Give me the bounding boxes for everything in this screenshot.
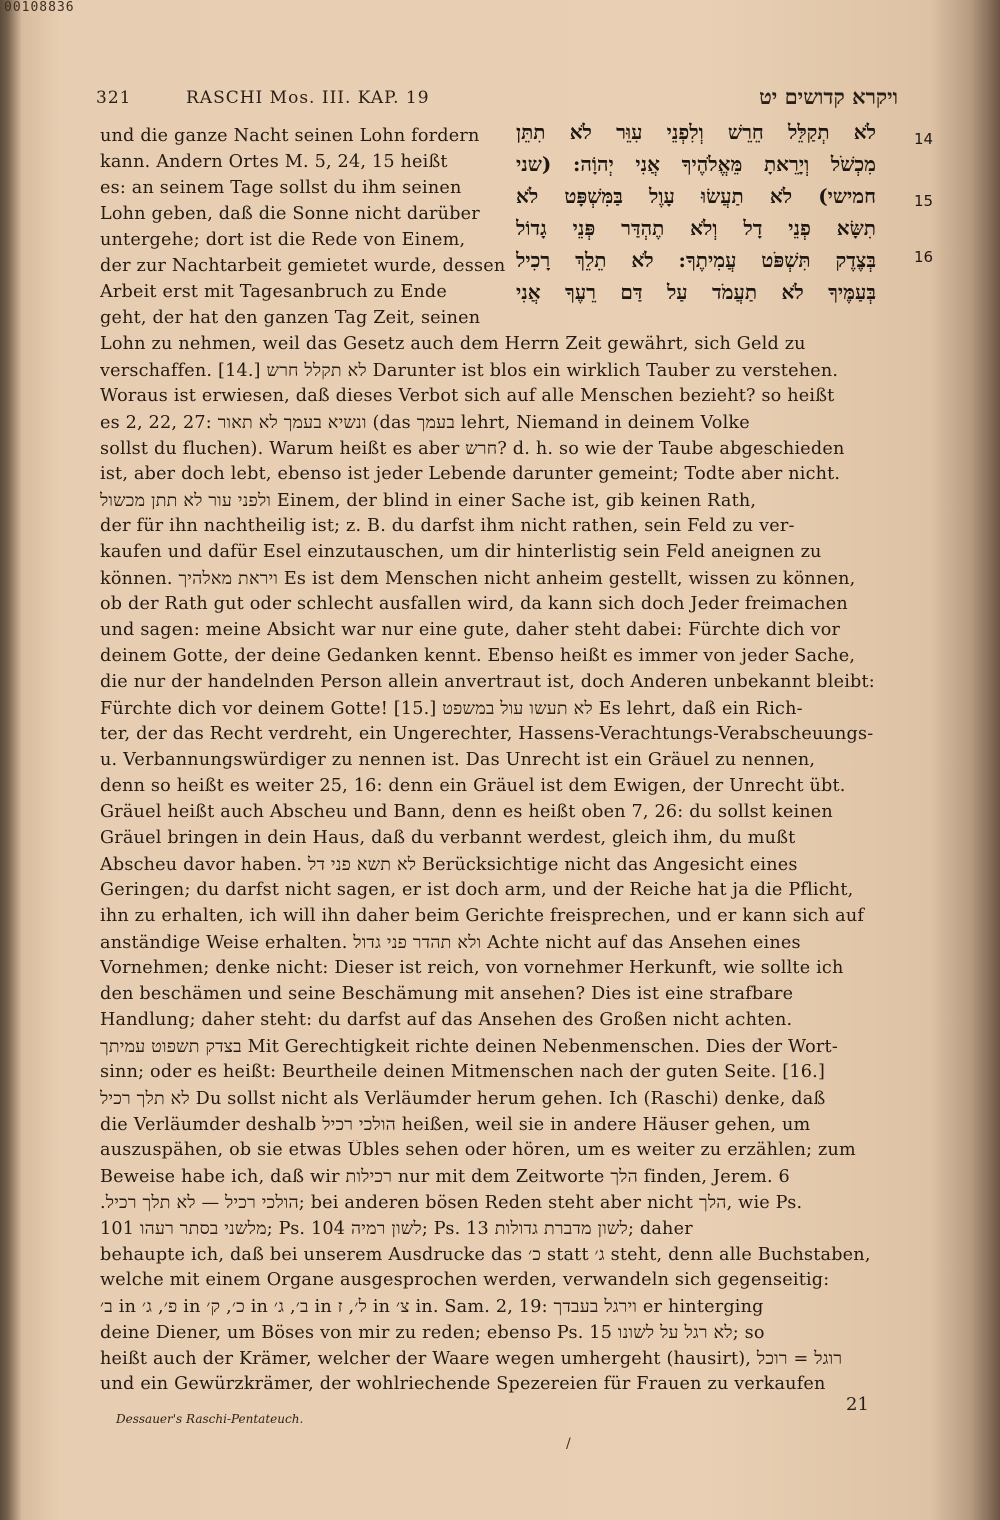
commentary-line: heißt auch der Krämer, welcher der Waare wegen umhergeht (hausirt), רוגל = רוכל <box>100 1349 843 1369</box>
commentary-line: לא תלך רכיל Du sollst nicht als Verläumder herum gehen. Ich (Raschi) denke, daß <box>100 1089 826 1109</box>
commentary-line: können. ויראת מאלהיך Es ist dem Menschen nicht anheim gestellt, wissen zu können, <box>100 569 856 589</box>
commentary-line: der zur Nachtarbeit gemietet wurde, dessen <box>100 256 506 276</box>
commentary-line: u. Verbannungswürdiger zu nennen ist. Das Unrecht ist ein Gräuel zu nennen, <box>100 750 816 770</box>
hebrew-running-title: ויקרא קדושים יט <box>759 84 898 109</box>
commentary-line: geht, der hat den ganzen Tag Zeit, seinen <box>100 308 481 328</box>
verse-number: 14 <box>914 130 934 148</box>
commentary-line: ולפני עור לא תתן מכשול Einem, der blind in einer Sache ist, gib keinen Rath, <box>100 491 757 511</box>
hebrew-line: חמישי) לֹא תַעֲשׂוּ עָוֶל בַּמִּשְׁפָּט לֹא <box>516 184 876 208</box>
commentary-line: Handlung; daher steht: du darfst auf das Ansehen des Großen nicht achten. <box>100 1010 793 1030</box>
commentary-line: verschaffen. [14.] לא תקלל חרש Darunter ist blos ein wirklich Tauber zu verstehen. <box>100 361 839 381</box>
running-title: RASCHI Mos. III. KAP. 19 <box>186 88 430 108</box>
commentary-line: auszuspähen, ob sie etwas Übles sehen oder hören, um es weiter zu erzählen; zum <box>100 1140 856 1160</box>
commentary-line: den beschämen und seine Beschämung mit ansehen? Dies ist eine strafbare <box>100 984 794 1004</box>
commentary-line: kann. Andern Ortes M. 5, 24, 15 heißt <box>100 152 448 172</box>
stray-mark: / <box>566 1436 571 1452</box>
commentary-line: Lohn zu nehmen, weil das Gesetz auch dem Herrn Zeit gewährt, sich Geld zu <box>100 334 806 354</box>
commentary-line: es: an seinem Tage sollst du ihm seinen <box>100 178 462 198</box>
signature-number: 21 <box>846 1394 869 1415</box>
commentary-line: Arbeit erst mit Tagesanbruch zu Ende <box>100 282 447 302</box>
commentary-line: sollst du fluchen). Warum heißt es aber חרש? d. h. so wie der Taube abgeschieden <box>100 439 845 459</box>
commentary-line: welche mit einem Organe ausgesprochen werden, verwandeln sich gegenseitig: <box>100 1270 830 1290</box>
commentary-line: ihn zu erhalten, ich will ihn daher beim Gerichte freisprechen, und er kann sich auf <box>100 906 865 926</box>
commentary-line: Vornehmen; denke nicht: Dieser ist reich, von vornehmer Herkunft, wie sollte ich <box>100 958 844 978</box>
scan-identifier: 00108836 <box>4 0 75 15</box>
commentary-line: בצדק תשפוט עמיתך Mit Gerechtigkeit richte deinen Nebenmenschen. Dies der Wort- <box>100 1037 838 1057</box>
hebrew-line: תִשָּׂא פְנֵי דָל וְלֹא תֶהְדַּר פְּנֵי גָדוֹל <box>516 216 876 240</box>
verse-number: 16 <box>914 248 934 266</box>
commentary-line: Woraus ist erwiesen, daß dieses Verbot sich auf alle Menschen bezieht? so heißt <box>100 386 835 406</box>
commentary-line: .הולכי רכיל — לא תלך רכיל; bei anderen bösen Reden steht aber nicht הלך, wie Ps. <box>100 1193 803 1213</box>
running-head <box>96 84 918 114</box>
commentary-line: die Verläumder deshalb הולכי רכיל heißen, weil sie in andere Häuser gehen, um <box>100 1115 811 1135</box>
printer-signature: Dessauer's Raschi-Pentateuch. <box>116 1412 304 1426</box>
commentary-line: 101 מלשני בסתר רעהו; Ps. 104 לשון רמיה; Ps. 13 לשון מדברת גדולות; daher <box>100 1219 693 1239</box>
commentary-line: und ein Gewürzkrämer, der wohlriechende Spezereien für Frauen zu verkaufen <box>100 1374 826 1394</box>
commentary-line: ter, der das Recht verdreht, ein Ungerechter, Hassens-Verachtungs-Verabscheuungs- <box>100 724 874 744</box>
commentary-line: behaupte ich, daß bei unserem Ausdrucke das כ׳ statt ג׳ steht, denn alle Buchstaben, <box>100 1245 871 1265</box>
commentary-line: es 2, 22, 27: ונשיא בעמך לא תאור (das בעמך lehrt, Niemand in deinem Volke <box>100 413 750 433</box>
page-number: 321 <box>96 88 132 108</box>
commentary-line: und die ganze Nacht seinen Lohn fordern <box>100 126 480 146</box>
commentary-line: Fürchte dich vor deinem Gotte! [15.] לא תעשו עול במשפט Es lehrt, daß ein Rich- <box>100 699 803 719</box>
commentary-line: sinn; oder es heißt: Beurtheile deinen Mitmenschen nach der guten Seite. [16.] <box>100 1062 826 1082</box>
commentary-line: ב׳ in פ׳, ג׳ in כ׳, ק׳ in ב׳, ג׳ in ל׳, ז in צ׳ in. Sam. 2, 19: וירגל בעבדך er hinterging <box>100 1297 764 1317</box>
hebrew-line: לֹא תְקַלֵּל חֵרֵשׁ וְלִפְנֵי עִוֵּר לֹא תִתֵּן <box>516 120 876 144</box>
verse-number: 15 <box>914 192 934 210</box>
hebrew-line: בְּצֶדֶק תִּשְׁפֹּט עֲמִיתֶךָ: לֹא תֵלֵךְ רָכִיל <box>516 248 876 272</box>
commentary-line: die nur der handelnden Person allein anvertraut ist, doch Anderen unbekannt bleibt: <box>100 672 875 692</box>
commentary-line: kaufen und dafür Esel einzutauschen, um dir hinterlistig sein Feld aneignen zu <box>100 542 822 562</box>
commentary-line: anständige Weise erhalten. ולא תהדר פני גדול Achte nicht auf das Ansehen eines <box>100 933 801 953</box>
commentary-line: Geringen; du darfst nicht sagen, er ist doch arm, und der Reiche hat ja die Pflicht, <box>100 880 854 900</box>
commentary-line: ist, aber doch lebt, ebenso ist jeder Lebende darunter gemeint; Todte aber nicht. <box>100 464 841 484</box>
commentary-line: Gräuel bringen in dein Haus, daß du verbannt werdest, gleich ihm, du mußt <box>100 828 796 848</box>
commentary-line: Lohn geben, daß die Sonne nicht darüber <box>100 204 480 224</box>
commentary-line: ob der Rath gut oder schlecht ausfallen wird, da kann sich doch Jeder freimachen <box>100 594 848 614</box>
hebrew-verse-block <box>516 120 936 330</box>
commentary-line: untergehe; dort ist die Rede von Einem, <box>100 230 466 250</box>
commentary-line: denn so heißt es weiter 25, 16: denn ein Gräuel ist dem Ewigen, der Unrecht übt. <box>100 776 846 796</box>
commentary-line: der für ihn nachtheilig ist; z. B. du darfst ihm nicht rathen, sein Feld zu ver- <box>100 516 795 536</box>
commentary-line: Gräuel heißt auch Abscheu und Bann, denn es heißt oben 7, 26: du sollst keinen <box>100 802 833 822</box>
commentary-line: deine Diener, um Böses von mir zu reden; ebenso Ps. 15 לא רגל על לשונו; so <box>100 1323 765 1343</box>
commentary-line: deinem Gotte, der deine Gedanken kennt. Ebenso heißt es immer von jeder Sache, <box>100 646 856 666</box>
hebrew-line: בְּעַמֶּיךָ לֹא תַעֲמֹד עַל דַּם רֵעֶךָ אֲנִי <box>516 280 876 304</box>
hebrew-line: מִכְשֹׁל וְיָרֵאתָ מֵּאֱלֹהֶיךָ אֲנִי יְהוָֹה: (שני <box>516 152 876 176</box>
commentary-line: Abscheu davor haben. לא תשא פני דל Berücksichtige nicht das Angesicht eines <box>100 855 798 875</box>
commentary-line: und sagen: meine Absicht war nur eine gute, daher steht dabei: Fürchte dich vor <box>100 620 841 640</box>
commentary-line: Beweise habe ich, daß wir רכילות nur mit dem Zeitworte הלך finden, Jerem. 6 <box>100 1167 790 1187</box>
